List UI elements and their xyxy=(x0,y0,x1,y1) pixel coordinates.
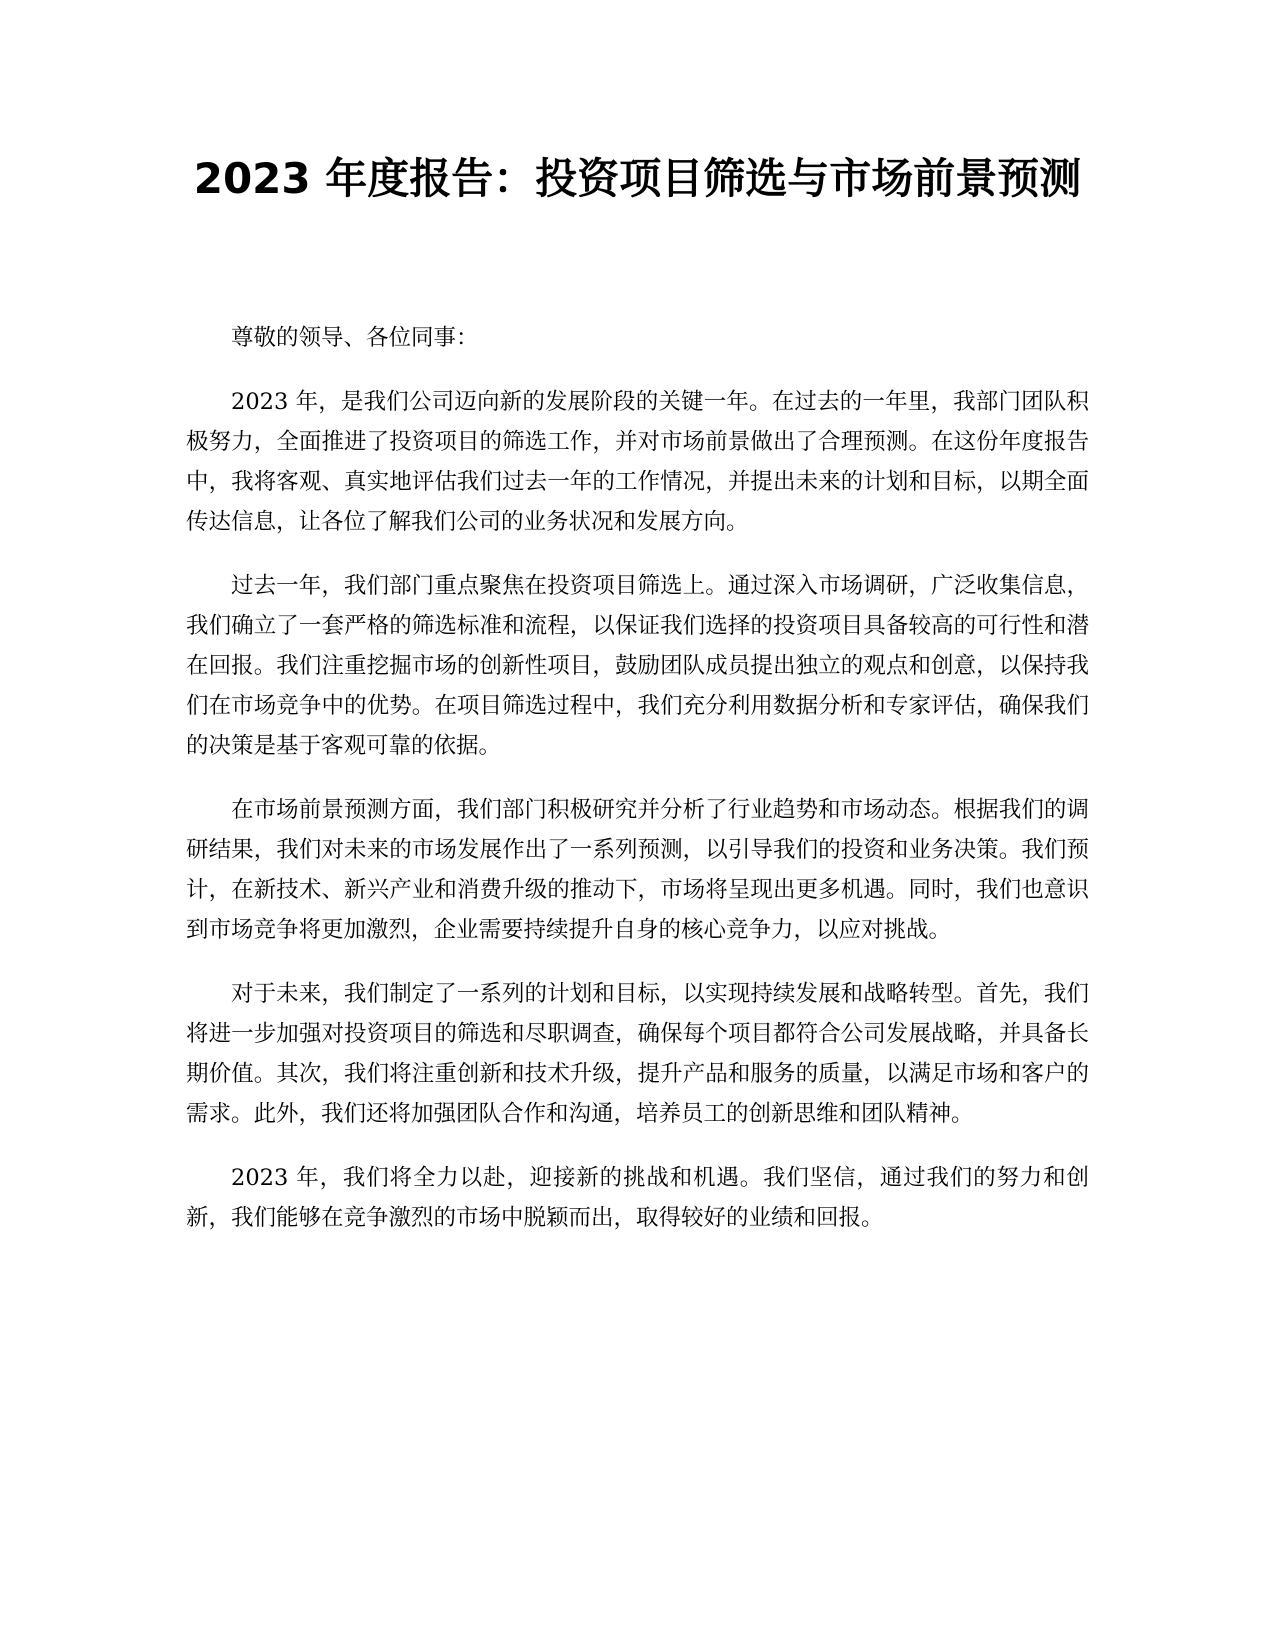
paragraph-3: 在市场前景预测方面，我们部门积极研究并分析了行业趋势和市场动态。根据我们的调研结果，我们对未来的市场发展作出了一系列预测，以引导我们的投资和业务决策。我们预计，在新技术、新兴产业和消费升级的推动下，市场将呈现出更多机遇。同时，我们也意识到市场竞争将更加激烈，企业需要持续提升自身的核心竞争力，以应对挑战。 xyxy=(186,797,1089,943)
paragraph-2: 过去一年，我们部门重点聚焦在投资项目筛选上。通过深入市场调研，广泛收集信息，我们确立了一套严格的筛选标准和流程，以保证我们选择的投资项目具备较高的可行性和潜在回报。我们注重挖掘市场的创新性项目，鼓励团队成员提出独立的观点和创意，以保持我们在市场竞争中的优势。在项目筛选过程中，我们充分利用数据分析和专家评估，确保我们的决策是基于客观可靠的依据。 xyxy=(186,573,1089,759)
document-body xyxy=(186,318,1089,1262)
paragraph-1: 2023 年，是我们公司迈向新的发展阶段的关键一年。在过去的一年里，我部门团队积极努力，全面推进了投资项目的筛选工作，并对市场前景做出了合理预测。在这份年度报告中，我将客观、真实地评估我们过去一年的工作情况，并提出未来的计划和目标，以期全面传达信息，让各位了解我们公司的业务状况和发展方向。 xyxy=(186,389,1089,535)
salutation: 尊敬的领导、各位同事： xyxy=(231,325,479,351)
paragraph-4: 对于未来，我们制定了一系列的计划和目标，以实现持续发展和战略转型。首先，我们将进一步加强对投资项目的筛选和尽职调查，确保每个项目都符合公司发展战略，并具备长期价值。其次，我们将注重创新和技术升级，提升产品和服务的质量，以满足市场和客户的需求。此外，我们还将加强团队合作和沟通，培养员工的创新思维和团队精神。 xyxy=(186,981,1089,1127)
document-title: 2023 年度报告：投资项目筛选与市场前景预测 xyxy=(193,154,1082,203)
paragraph-5: 2023 年，我们将全力以赴，迎接新的挑战和机遇。我们坚信，通过我们的努力和创新，我们能够在竞争激烈的市场中脱颖而出，取得较好的业绩和回报。 xyxy=(186,1165,1089,1231)
